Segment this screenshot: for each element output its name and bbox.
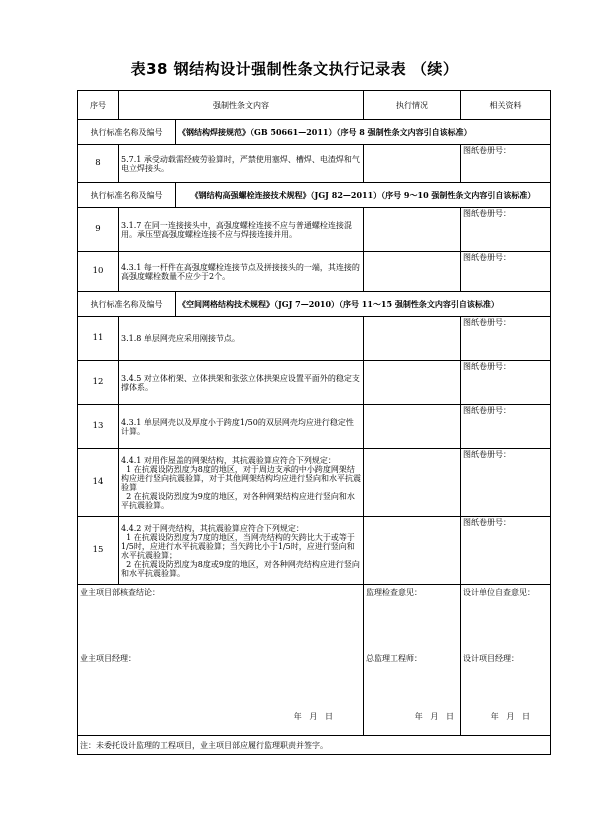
standard-label: 执行标准名称及编号 [78,183,176,208]
supervisor-opinion-label: 监理检查意见： [366,588,422,597]
row-docs: 图纸卷册号： [461,145,551,183]
designer-signature-cell[interactable] [461,585,551,736]
row-status[interactable] [364,405,461,449]
row-text: 4.3.1 单层网壳以及厚度小于跨度1/50的双层网壳均应进行稳定性计算。 [119,405,364,449]
record-table [77,90,551,755]
row-status[interactable] [364,361,461,405]
table-header-row [78,91,551,120]
signature-row [78,585,551,736]
table-row [78,405,551,449]
header-docs: 相关资料 [461,91,551,120]
standard-label: 执行标准名称及编号 [78,292,176,317]
standard-row [78,183,551,208]
standard-row [78,292,551,317]
row-text: 4.3.1 每一杆件在高强度螺栓连接节点及拼接接头的一端，其连接的高强度螺栓数量不应少于2个。 [119,252,364,292]
row-number: 11 [78,317,119,361]
owner-date: 年 月 日 [293,712,333,721]
row-docs: 图纸卷册号： [461,361,551,405]
row-docs: 图纸卷册号： [461,517,551,585]
table-row [78,517,551,585]
row-status[interactable] [364,208,461,252]
standard-name: 《空间网格结构技术规程》（JGJ 7—2010）（序号 11～15 强制性条文内容引自该标准） [176,292,551,317]
supervisor-date: 年 月 日 [414,712,454,721]
table-row [78,361,551,405]
row-number: 13 [78,405,119,449]
row-number: 12 [78,361,119,405]
row-status[interactable] [364,252,461,292]
owner-conclusion-label: 业主项目部核查结论： [80,588,160,597]
standard-name: 《钢结构焊接规范》（GB 50661—2011）（序号 8 强制性条文内容引自该标准） [176,120,551,145]
designer-date: 年 月 日 [490,712,530,721]
supervisor-engineer-label: 总监理工程师： [366,654,422,663]
owner-manager-label: 业主项目经理： [80,654,136,663]
row-status[interactable] [364,317,461,361]
row-status[interactable] [364,517,461,585]
footnote: 注：未委托设计监理的工程项目，业主项目部应履行监理职责并签字。 [78,736,551,755]
standard-row [78,120,551,145]
row-docs: 图纸卷册号： [461,405,551,449]
designer-manager-label: 设计项目经理： [463,654,519,663]
table-row [78,252,551,292]
header-status: 执行情况 [364,91,461,120]
row-number: 8 [78,145,119,183]
row-docs: 图纸卷册号： [461,252,551,292]
table-row [78,449,551,517]
row-docs: 图纸卷册号： [461,317,551,361]
row-text: 4.4.1 对用作屋盖的网架结构，其抗震验算应符合下列规定： 1 在抗震设防烈度为8度的地区，对于周边支承的中小跨度网架结构应进行竖向抗震验算，对于其他网架结构均应进行竖向和水平抗震验算 2 在抗震设防烈度为9度的地区，对各种网架结构应进行竖向和水平抗震验算。 [119,449,364,517]
row-text: 3.1.8 单层网壳应采用刚接节点。 [119,317,364,361]
row-number: 10 [78,252,119,292]
header-content: 强制性条文内容 [119,91,364,120]
table-row [78,317,551,361]
table-row [78,208,551,252]
row-number: 15 [78,517,119,585]
note-row [78,736,551,755]
supervisor-signature-cell[interactable] [364,585,461,736]
standard-name: 《钢结构高强螺栓连接技术规程》（JGJ 82—2011）（序号 9～10 强制性条文内容引自该标准） [176,183,551,208]
row-docs: 图纸卷册号： [461,449,551,517]
table-row [78,145,551,183]
header-seq: 序号 [78,91,119,120]
row-text: 3.4.5 对立体桁架、立体拱架和张弦立体拱架应设置平面外的稳定支撑体系。 [119,361,364,405]
row-status[interactable] [364,145,461,183]
page-title: 表38 钢结构设计强制性条文执行记录表 （续） [130,60,459,78]
row-text: 5.7.1 承受动载需经疲劳验算时，严禁使用塞焊、槽焊、电渣焊和气电立焊接头。 [119,145,364,183]
row-status[interactable] [364,449,461,517]
designer-opinion-label: 设计单位自查意见： [463,588,535,597]
owner-signature-cell[interactable] [78,585,364,736]
row-number: 14 [78,449,119,517]
row-number: 9 [78,208,119,252]
row-text: 3.1.7 在同一连接接头中，高强度螺栓连接不应与普通螺栓连接混用。承压型高强度螺栓连接不应与焊接连接并用。 [119,208,364,252]
standard-label: 执行标准名称及编号 [78,120,176,145]
row-text: 4.4.2 对于网壳结构，其抗震验算应符合下列规定： 1 在抗震设防烈度为7度的地区，当网壳结构的矢跨比大于或等于 1/5时，应进行水平抗震验算；当矢跨比小于1/5时，应进行竖向和水平抗震验算； 2 在抗震设防烈度为8度或9度的地区，对各种网壳结构应进行竖向和水平抗震验算。 [119,517,364,585]
row-docs: 图纸卷册号： [461,208,551,252]
